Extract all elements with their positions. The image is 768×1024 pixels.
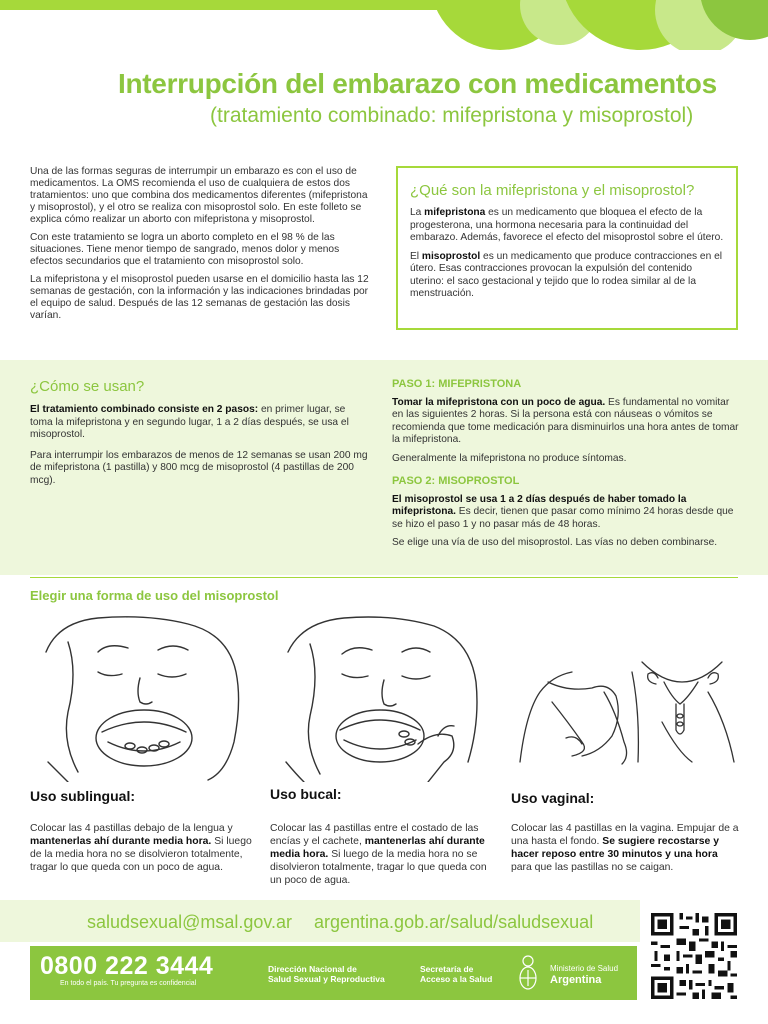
page-title: Interrupción del embarazo con medicamentos bbox=[118, 68, 717, 99]
top-decorative-band bbox=[0, 0, 768, 50]
ministry-label: Ministerio de Salud Argentina bbox=[550, 964, 619, 986]
decorative-shapes bbox=[0, 0, 768, 50]
steps bbox=[392, 378, 740, 556]
vaginal-text: Colocar las 4 pastillas en la vagina. Empujar de a una hasta el fondo. Se sugiere recostarse y hacer reposo entre 30 minutos y una hora para que las pastillas no se caigan. bbox=[511, 823, 739, 873]
coat-of-arms-icon bbox=[518, 954, 538, 992]
step1-paragraph-2: Generalmente la mifepristona no produce síntomas. bbox=[392, 452, 627, 464]
intro-paragraph-3: La mifepristona y el misoprostol pueden usarse en el domicilio hasta las 12 semanas de gestación, con la información y las indicaciones brindadas por el equipo de salud. Después de las 12 semanas de gestación las dosis varían. bbox=[30, 274, 369, 321]
bucal-title: Uso bucal: bbox=[270, 786, 342, 802]
step2-title: PASO 2: MISOPROSTOL bbox=[392, 475, 520, 487]
website-link[interactable]: argentina.gob.ar/salud/saludsexual bbox=[314, 912, 594, 932]
how-paragraph-1: El tratamiento combinado consiste en 2 pasos: en primer lugar, se toma la mifepristona y en segundo lugar, 1 a 2 días después, se usa el misoprostol. bbox=[30, 404, 349, 440]
org-secretaria: Secretaría de Acceso a la Salud bbox=[420, 964, 493, 984]
step2-paragraph-2: Se elige una vía de uso del misoprostol. Las vías no deben combinarse. bbox=[392, 537, 718, 548]
sublingual-text: Colocar las 4 pastillas debajo de la lengua y mantenerlas ahí durante media hora. Si luego de la media hora no se disolvieron totalmente, tragar lo que queda con un poco de agua. bbox=[30, 823, 252, 873]
email-link[interactable]: saludsexual@msal.gov.ar bbox=[87, 912, 293, 932]
how-text bbox=[30, 404, 370, 495]
section-divider bbox=[30, 577, 738, 578]
how-paragraph-2: Para interrumpir los embarazos de menos de 12 semanas se usan 200 mg de mifepristona (1 pastilla) y 800 mcg de misoprostol (4 pastillas de 200 mcg). bbox=[30, 449, 368, 486]
info-box-paragraph-mifepristona: La mifepristona es un medicamento que bloquea el efecto de la progesterona, una hormona necesaria para la continuidad del embarazo. Además, favorece el efecto del misoprostol sobre el útero. bbox=[410, 207, 724, 243]
bucal-illustration bbox=[268, 612, 498, 782]
bucal-text: Colocar las 4 pastillas entre el costado de las encías y el cachete, mantenerlas ahí durante media hora. Si luego de la media hora no se disolvieron totalmente, tragar lo que queda con un poco de agua. bbox=[270, 823, 487, 886]
intro-text bbox=[30, 166, 372, 328]
step1-title: PASO 1: MIFEPRISTONA bbox=[392, 378, 522, 390]
sublingual-title: Uso sublingual: bbox=[30, 788, 135, 804]
sublingual-illustration bbox=[28, 612, 258, 782]
page-subtitle: (tratamiento combinado: mifepristona y misoprostol) bbox=[210, 104, 694, 127]
intro-paragraph-2: Con este tratamiento se logra un aborto completo en el 98 % de las situaciones. Tiene menor tiempo de sangrado, menos dolor y menos efectos secundarios que el tratamiento con misoprostol solo. bbox=[30, 232, 340, 267]
phone-tagline: En todo el país. Tu pregunta es confidencial bbox=[60, 980, 197, 987]
footer-bar bbox=[30, 946, 637, 1000]
choose-title: Elegir una forma de uso del misoprostol bbox=[30, 588, 279, 603]
vaginal-title: Uso vaginal: bbox=[511, 790, 595, 806]
vaginal-illustration bbox=[512, 652, 742, 772]
step2-paragraph-1: El misoprostol se usa 1 a 2 días después de haber tomado la mifepristona. Es decir, tienen que pasar como mínimo 24 horas desde que se hizo el paso 1 y no pasar más de 48 horas. bbox=[392, 493, 734, 530]
how-title: ¿Cómo se usan? bbox=[30, 378, 145, 395]
info-box-paragraph-misoprostol: El misoprostol es un medicamento que produce contracciones en el útero. Esas contracciones provocan la expulsión del contenido uterino: el saco gestacional y tejido que lo rodea similar al de la menstruación. bbox=[410, 250, 723, 299]
qr-code[interactable] bbox=[648, 910, 740, 1002]
info-box bbox=[396, 166, 738, 330]
step1-paragraph-1: Tomar la mifepristona con un poco de agua. Es fundamental no vomitar en las siguientes 2 horas. Si la persona está con náuseas o vómitos se recomienda que tome medicación para disminuirlos una hora antes de tomar la mifepristona. bbox=[392, 396, 739, 445]
phone-number[interactable]: 0800 222 3444 bbox=[40, 952, 214, 980]
intro-paragraph-1: Una de las formas seguras de interrumpir un embarazo es con el uso de medicamentos. La OMS recomienda el uso de cualquiera de estos dos tratamientos: uno que combina dos medicamentos diferentes (mifepristona y misoprostol), y el otro se realiza con misoprostol solo. En este folleto se explica cómo realizar un aborto con mifepristona y misoprostol. bbox=[30, 166, 368, 225]
org-direccion: Dirección Nacional de Salud Sexual y Reproductiva bbox=[268, 964, 385, 984]
info-box-title: ¿Qué son la mifepristona y el misoprostol? bbox=[410, 182, 695, 199]
